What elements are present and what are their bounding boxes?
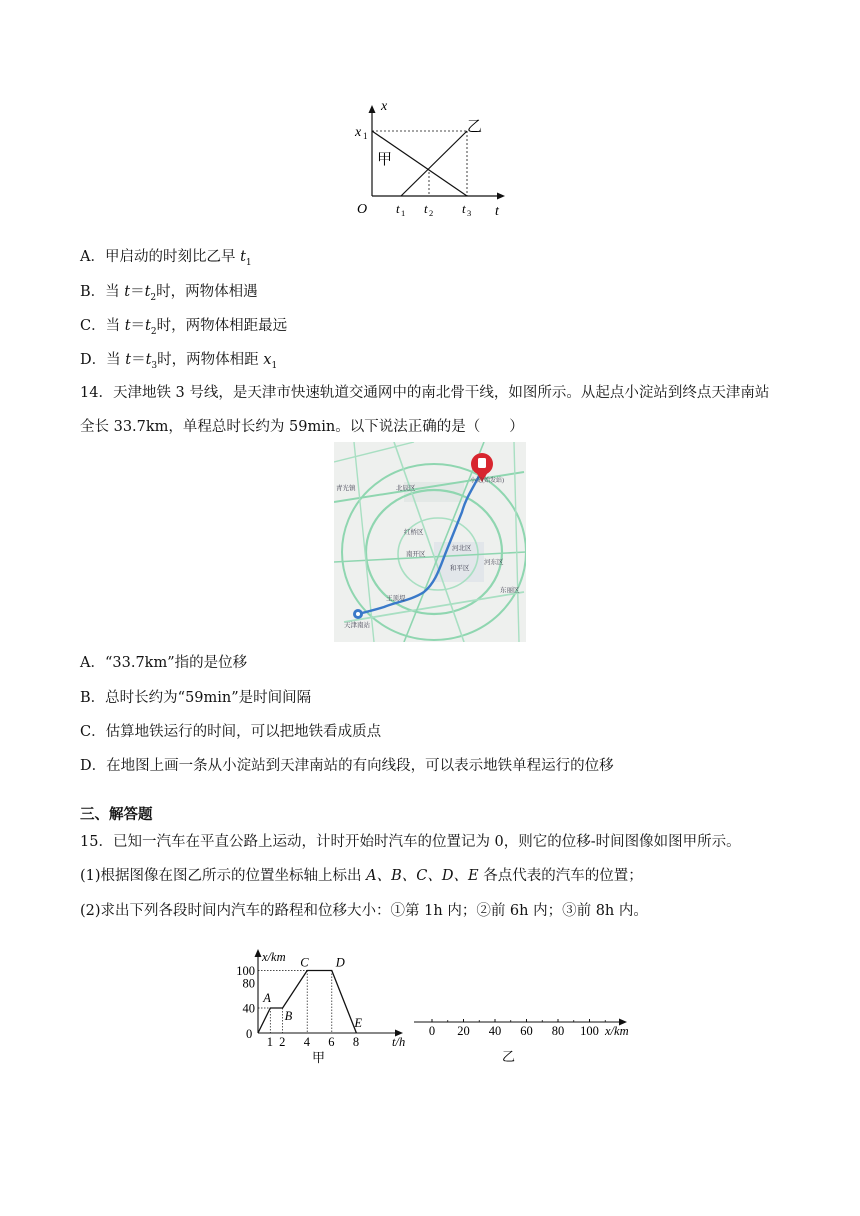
map-label-dongli: 东丽区 (500, 587, 520, 594)
var-x: x (263, 352, 272, 368)
point-label-a: A (263, 991, 271, 1005)
var-t: t (144, 284, 151, 300)
q15-part1-post: 各点代表的汽车的位置； (478, 868, 643, 884)
var-t: t (145, 352, 152, 368)
map-label-heping: 和平区 (450, 565, 470, 572)
x-axis-label: t/h (392, 1035, 406, 1049)
y-axis-label: x/km (262, 950, 286, 964)
axis-yi-unit: x/km (605, 1024, 629, 1038)
section-heading: 三、解答题 (80, 806, 153, 823)
t3-label: t (462, 201, 466, 216)
var-t: t (125, 352, 132, 368)
axis-yi-title: 乙 (502, 1049, 516, 1064)
map-graphic (334, 442, 526, 642)
q15-part1-pre: (1)根据图像在图乙所示的位置坐标轴上标出 (80, 868, 367, 884)
map-label-wangdingdi: 王顶堤 (386, 595, 406, 602)
map-label-xiaodian: 小淀(始发站) (470, 478, 504, 484)
equals-sign: ＝ (130, 284, 145, 300)
equals-sign: ＝ (130, 318, 146, 334)
map-label-beichen: 北辰区 (396, 485, 416, 492)
position-axis-yi (412, 1010, 642, 1066)
q13-option-d (80, 350, 277, 376)
map-label-qingguang: 青光镇 (336, 485, 356, 492)
x-axis-label: x (381, 100, 388, 114)
chart-title: 甲 (312, 1050, 326, 1065)
q14-option-c: C．估算地铁运行的时间，可以把地铁看成质点 (80, 724, 382, 740)
q13-option-a (80, 247, 252, 273)
point-label-e: E (354, 1016, 363, 1030)
q13-option-d-pre: D．当 (80, 352, 126, 368)
origin-label: 0 (246, 1027, 253, 1041)
axis-yi-tick-label: 60 (520, 1024, 533, 1038)
q13-option-c (80, 316, 287, 342)
var-sub: 1 (245, 257, 252, 268)
map-label-hongqiao: 红桥区 (404, 529, 424, 536)
map-label-tianjin-south: 天津南站 (344, 622, 370, 629)
yi-label: 乙 (467, 119, 483, 135)
t-axis-arrow (497, 193, 505, 200)
q14-option-d: D．在地图上画一条从小淀站到天津南站的有向线段，可以表示地铁单程运行的位移 (80, 758, 614, 774)
x-tick-label: 4 (303, 1035, 310, 1049)
t3-label-sub: 3 (467, 208, 472, 218)
q14-option-a: A．“33.7km”指的是位移 (80, 655, 248, 671)
xt-graph-jia-yi (350, 100, 510, 225)
q13-option-b-post: 时，两物体相遇 (156, 284, 258, 300)
x-tick-label: 6 (328, 1035, 335, 1049)
axis-yi-tick-label: 100 (580, 1024, 599, 1038)
equals-sign: ＝ (131, 352, 146, 368)
q15-stem: 15．已知一汽车在平直公路上运动，计时开始时汽车的位置记为 0，则它的位移-时间图像如图甲所示。 (80, 834, 741, 850)
var-sub: 3 (151, 360, 158, 371)
y-tick-label: 80 (242, 976, 255, 991)
t-axis-label: t (495, 204, 499, 219)
q13-option-b (80, 282, 258, 308)
x1-label: x (355, 125, 362, 140)
point-label-d: D (335, 955, 345, 970)
map-label-hebei: 河北区 (452, 545, 472, 552)
q14-stem: 14．天津地铁 3 号线，是天津市快速轨道交通网中的南北骨干线，如图所示。从起点小淀站到终点天津南站全长 33.7km，单程总时长约为 59min。以下说法正确的是（ ） (80, 385, 770, 435)
q13-option-d-post: 时，两物体相距 (157, 352, 264, 368)
q15-part2: (2)求出下列各段时间内汽车的路程和位移大小：①第 1h 内；②前 6h 内；③前 8h 内。 (80, 903, 648, 919)
q15-part1 (80, 866, 643, 886)
var-t: t (145, 318, 151, 334)
x-tick-label: 8 (352, 1035, 360, 1049)
t2-label-sub: 2 (429, 208, 434, 218)
q13-option-b-pre: B．当 (80, 284, 125, 300)
point-label-c: C (300, 955, 309, 970)
origin-label: O (357, 202, 368, 217)
map-label-hedong: 河东区 (484, 559, 504, 566)
jia-label: 甲 (377, 152, 393, 168)
x1-label-sub: 1 (363, 131, 368, 141)
q14-option-b: B．总时长约为“59min”是时间间隔 (80, 690, 312, 706)
x-tick-label: 2 (279, 1035, 286, 1049)
q15-part1-vars: A、B、C、D、E (366, 868, 479, 884)
axis-yi-tick-label: 40 (488, 1024, 502, 1038)
q13-option-a-text: A．甲启动的时刻比乙早 (80, 249, 241, 265)
t1-label: t (396, 201, 400, 216)
q13-option-c-post: 时，两物体相距最远 (156, 318, 288, 334)
var-t: t (124, 284, 131, 300)
q13-option-c-pre: C．当 (80, 318, 125, 334)
var-sub: 1 (271, 360, 278, 371)
line-yi (401, 131, 467, 196)
var-sub: 2 (150, 326, 157, 337)
x-tick-label: 1 (266, 1035, 274, 1049)
axis-yi-tick-label: 0 (428, 1024, 436, 1038)
var-t: t (124, 318, 131, 334)
t2-label: t (424, 201, 428, 216)
axis-yi-tick-label: 80 (551, 1024, 565, 1038)
var-sub: 2 (150, 292, 157, 303)
map-label-nankai: 南开区 (406, 551, 426, 558)
y-tick-label: 40 (242, 1001, 255, 1016)
t1-label-sub: 1 (401, 208, 406, 218)
var-t: t (240, 249, 246, 265)
chart-x-axis-arrow (255, 949, 262, 957)
x-axis-arrow (369, 105, 376, 113)
axis-yi-tick-label: 20 (457, 1024, 470, 1038)
point-label-b: B (284, 1009, 293, 1023)
tianjin-metro-map (334, 442, 526, 642)
y-tick-label: 100 (236, 964, 255, 978)
chart-jia (222, 944, 412, 1069)
